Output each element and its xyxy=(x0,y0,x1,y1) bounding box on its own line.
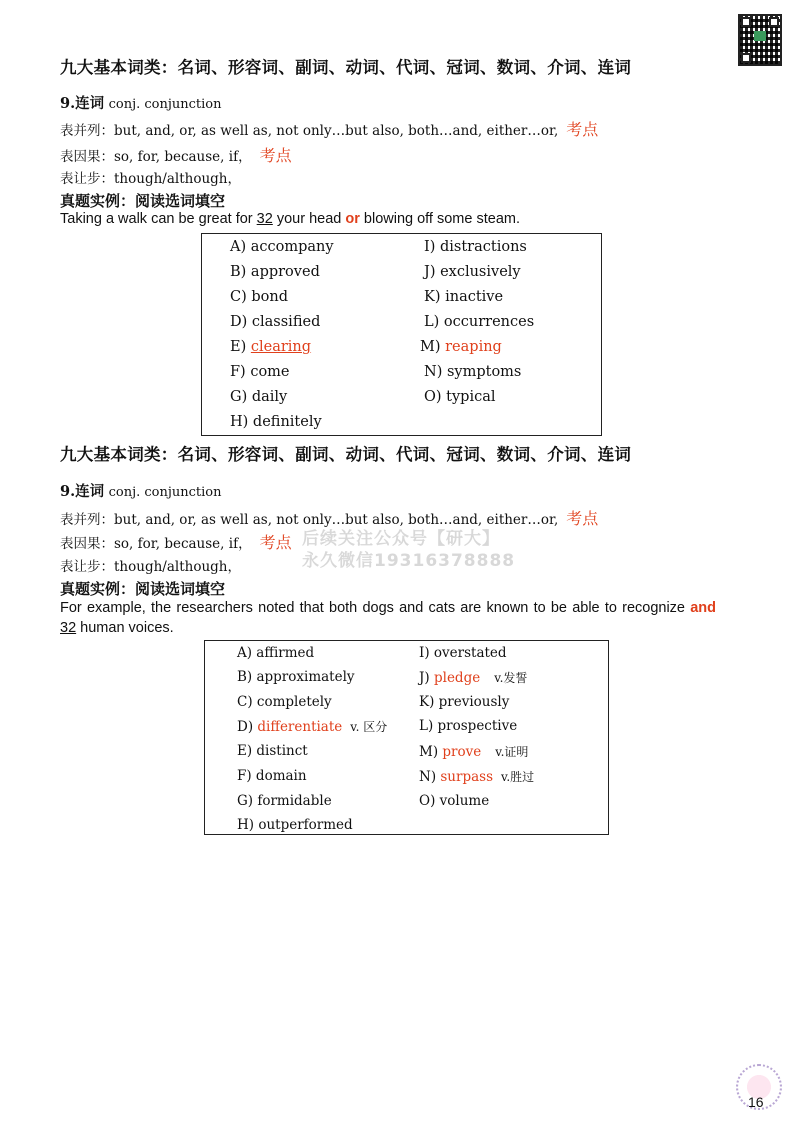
rule-text: but, and, or, as well as, not only…but also, both…and, either…or, xyxy=(114,123,559,139)
rule-label: 表并列： xyxy=(60,123,114,139)
rule-text: but, and, or, as well as, not only…but also, both…and, either…or, xyxy=(114,512,559,528)
option-k: K) previously xyxy=(419,694,510,710)
section-number-title: 9.连词 xyxy=(60,483,105,500)
example-sentence xyxy=(60,211,520,227)
option-letter: M) xyxy=(420,339,446,355)
keyword: or xyxy=(345,211,360,227)
rule-tag: 考点 xyxy=(566,509,599,528)
option-letter: N) xyxy=(419,769,441,785)
option-d: D) classified xyxy=(230,314,321,330)
option-n xyxy=(419,768,534,785)
subheading-repeat: 真题实例：阅读选词填空 xyxy=(60,580,226,598)
page-heading-repeat: 九大基本词类：名词、形容词、副词、动词、代词、冠词、数词、介词、连词 xyxy=(60,445,632,464)
rule-label: 表因果： xyxy=(60,149,114,165)
option-j: J) exclusively xyxy=(424,264,521,280)
rule-text: so, for, because, if， xyxy=(114,536,252,552)
section-title-repeat xyxy=(60,480,222,501)
option-m xyxy=(420,339,502,355)
sentence-part: blowing off some steam. xyxy=(359,211,520,227)
option-letter: J) xyxy=(419,670,434,686)
option-k: K) inactive xyxy=(424,289,504,305)
option-f: F) domain xyxy=(237,768,307,784)
answer-word: clearing xyxy=(250,339,312,355)
option-e: E) distinct xyxy=(237,743,308,759)
rule-tag: 考点 xyxy=(259,533,292,552)
option-a: A) accompany xyxy=(230,239,334,255)
rule-concession xyxy=(60,167,241,187)
option-o: O) volume xyxy=(419,793,490,809)
answer-word: reaping xyxy=(445,339,502,355)
page-number: 16 xyxy=(748,1094,764,1110)
word-bank-box-2 xyxy=(204,640,609,835)
rule-concession-repeat xyxy=(60,555,241,575)
section-english: conj. conjunction xyxy=(108,97,222,112)
rule-causal xyxy=(60,143,292,166)
blank-number: 32 xyxy=(60,620,77,636)
rule-label: 表让步： xyxy=(60,559,114,575)
answer-word: surpass xyxy=(440,769,493,785)
option-c: C) bond xyxy=(230,289,288,305)
option-e xyxy=(230,339,311,355)
watermark-line-1: 后续关注公众号【研大】 xyxy=(302,529,500,549)
section-english: conj. conjunction xyxy=(108,485,222,500)
sentence-part: human voices. xyxy=(76,620,174,636)
answer-word: pledge xyxy=(433,670,481,686)
option-letter: M) xyxy=(419,744,443,760)
example-sentence-2 xyxy=(60,598,716,638)
option-h: H) outperformed xyxy=(237,817,353,833)
option-b: B) approximately xyxy=(237,669,355,685)
answer-word: differentiate xyxy=(257,719,343,735)
word-bank-box xyxy=(201,233,602,436)
option-n: N) symptoms xyxy=(424,364,522,380)
rule-tag: 考点 xyxy=(566,120,599,139)
option-b: B) approved xyxy=(230,264,320,280)
option-i: I) distractions xyxy=(424,239,527,255)
subheading: 真题实例：阅读选词填空 xyxy=(60,192,226,210)
option-d xyxy=(237,718,387,735)
sentence-part: Taking a walk can be great for xyxy=(60,211,257,227)
option-o: O) typical xyxy=(424,389,496,405)
option-c: C) completely xyxy=(237,694,332,710)
watermark-line-2: 永久微信19316378888 xyxy=(302,551,516,571)
section-title xyxy=(60,92,222,113)
option-f: F) come xyxy=(230,364,290,380)
option-h: H) definitely xyxy=(230,414,322,430)
word-note: v. 区分 xyxy=(350,720,388,734)
qr-code-icon xyxy=(738,14,782,66)
rule-causal-repeat xyxy=(60,530,292,553)
word-note: v.胜过 xyxy=(501,770,535,784)
rule-text: though/although， xyxy=(114,171,241,187)
rule-label: 表并列： xyxy=(60,512,114,528)
answer-word: prove xyxy=(442,744,482,760)
option-j xyxy=(419,669,527,686)
rule-text: though/although， xyxy=(114,559,241,575)
option-letter: E) xyxy=(230,339,251,355)
blank-number: 32 xyxy=(256,211,273,227)
sentence-part: your head xyxy=(272,211,346,227)
word-note: v.证明 xyxy=(495,745,529,759)
option-a: A) affirmed xyxy=(237,645,315,661)
option-l: L) occurrences xyxy=(424,314,535,330)
option-letter: D) xyxy=(237,719,258,735)
keyword: and xyxy=(690,600,716,616)
rule-text: so, for, because, if， xyxy=(114,149,252,165)
rule-tag: 考点 xyxy=(259,146,292,165)
page-heading: 九大基本词类：名词、形容词、副词、动词、代词、冠词、数词、介词、连词 xyxy=(60,58,632,77)
option-g: G) daily xyxy=(230,389,288,405)
rule-coordinate xyxy=(60,117,598,140)
rule-label: 表让步： xyxy=(60,171,114,187)
option-g: G) formidable xyxy=(237,793,332,809)
section-number-title: 9.连词 xyxy=(60,95,105,112)
rule-label: 表因果： xyxy=(60,536,114,552)
option-l: L) prospective xyxy=(419,718,518,734)
option-i: I) overstated xyxy=(419,645,507,661)
option-m xyxy=(419,743,528,760)
sentence-part: For example, the researchers noted that both dogs and cats are known to be able to recognize xyxy=(60,600,691,616)
word-note: v.发誓 xyxy=(494,671,528,685)
